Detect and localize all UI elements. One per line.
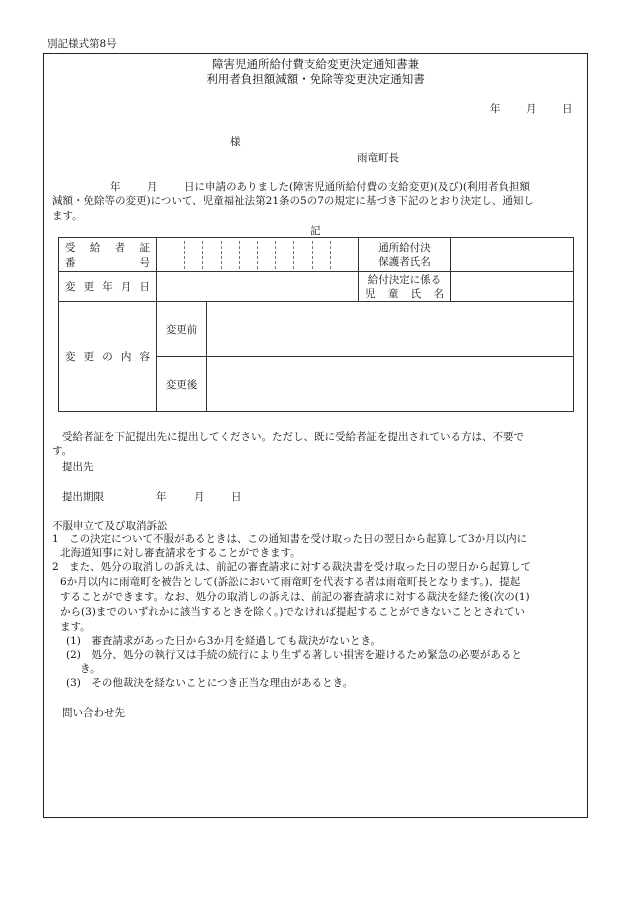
appeal-sub-3: (3) その他裁決を経ないことにつき正当な理由があるとき。	[66, 677, 354, 689]
intro-year: 年	[110, 181, 121, 193]
after-label: 変更後	[157, 357, 207, 412]
change-content-label: 変 更 の 内 容	[59, 302, 157, 412]
intro-line-3: ます。	[52, 210, 83, 222]
date-year: 年	[490, 103, 501, 115]
cert-number-label: 受 給 者 証 番 号	[59, 238, 157, 272]
appeal-item-2-line-2: 6か月以内に雨竜町を被告として(訴訟において雨竜町を代表する者は雨竜町長となります。)、提起	[60, 576, 521, 588]
deadline-day: 日	[231, 491, 242, 503]
form-number: 別記様式第8号	[47, 38, 117, 50]
before-value	[207, 302, 574, 357]
deadline-year: 年	[156, 491, 167, 503]
date-month: 月	[526, 103, 537, 115]
appeal-item-2-line-3: することができます。なお、処分の取消しの訴えは、前記の審査請求に対する裁決を経た後(次の(1)	[60, 591, 530, 603]
appeal-heading: 不服申立て及び取消訴訟	[52, 520, 168, 532]
appeal-item-1-line-1: 1 この決定について不服があるときは、この通知書を受け取った日の翌日から起算して3か月以内に	[52, 533, 528, 545]
deadline-label: 提出期限	[62, 491, 104, 503]
change-date-label: 変 更 年 月 日	[59, 272, 157, 302]
title-line-2: 利用者負担額減額・免除等変更決定通知書	[206, 72, 425, 86]
before-label: 変更前	[157, 302, 207, 357]
after-value	[207, 357, 574, 412]
child-name-value	[451, 272, 574, 302]
ki-marker: 記	[310, 225, 321, 237]
appeal-sub-2-line-2: き。	[80, 663, 101, 675]
appeal-sub-1: (1) 審査請求があった日から3か月を経過しても裁決がないとき。	[66, 635, 382, 647]
issuer: 雨竜町長	[357, 152, 399, 164]
appeal-item-2-line-1: 2 また、処分の取消しの訴えは、前記の審査請求に対する裁決書を受け取った日の翌日から起算して	[52, 561, 532, 573]
submit-to-label: 提出先	[62, 461, 94, 473]
submit-text-2: す。	[52, 445, 73, 457]
intro-line-1: 日に申請のありました(障害児通所給付費の支給変更)(及び)(利用者負担額	[184, 181, 530, 193]
child-name-label: 給付決定に係る 児 童 氏 名	[359, 272, 451, 302]
submit-text-1: 受給者証を下記提出先に提出してください。ただし、既に受給者証を提出されている方は、不要で	[62, 431, 524, 443]
deadline-month: 月	[194, 491, 205, 503]
intro-month: 月	[147, 181, 158, 193]
intro-line-2: 減額・免除等の変更)について、児童福祉法第21条の5の7の規定に基づき下記のとおり決定し、通知し	[52, 195, 534, 207]
appeal-sub-2-line-1: (2) 処分、処分の執行又は手続の続行により生ずる著しい損害を避けるため緊急の必要があると	[66, 649, 522, 661]
title-line-1: 障害児通所給付費支給変更決定通知書兼	[212, 57, 419, 71]
contact-label: 問い合わせ先	[62, 707, 125, 719]
cert-number-value	[157, 238, 359, 272]
appeal-item-2-line-4: から(3)までのいずれかに該当するときを除く。)でなければ提起することができないこととされてい	[60, 606, 526, 618]
appeal-item-1-line-2: 北海道知事に対し審査請求をすることができます。	[60, 547, 301, 559]
decision-table	[58, 237, 574, 412]
guardian-name-value	[451, 238, 574, 272]
change-date-value	[157, 272, 359, 302]
guardian-name-label: 通所給付決 保護者氏名	[359, 238, 451, 272]
recipient-suffix: 様	[230, 136, 241, 148]
appeal-item-2-line-5: ます。	[60, 621, 91, 633]
date-day: 日	[562, 103, 573, 115]
